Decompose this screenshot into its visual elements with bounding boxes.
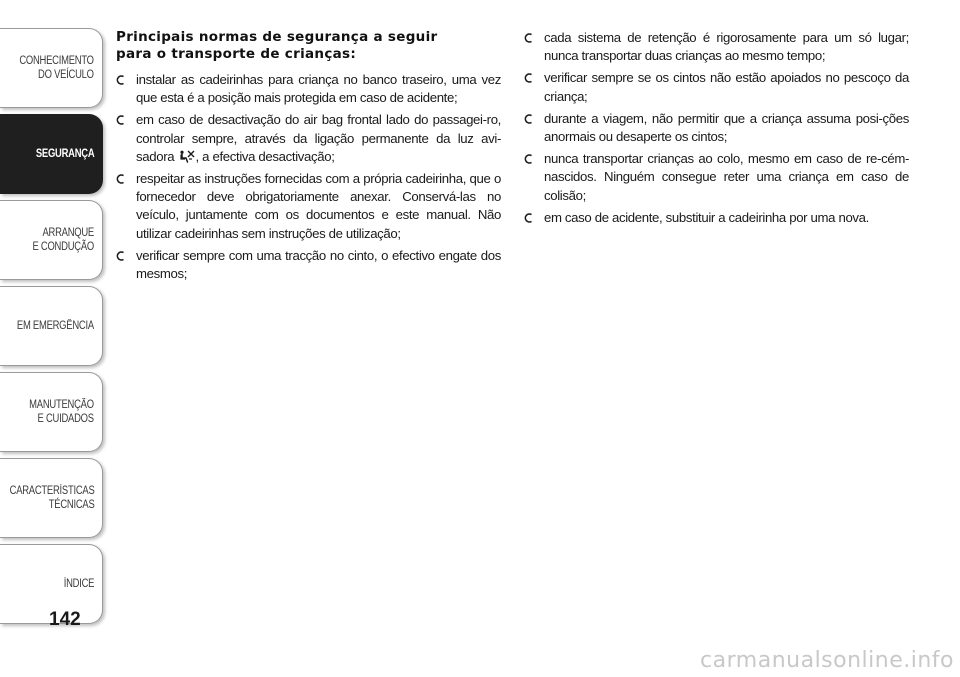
list-item-text: cada sistema de retenção é rigorosamente para um só lugar; nunca transportar duas crianças ao mesmo tempo; bbox=[544, 30, 909, 64]
list-item bbox=[524, 209, 909, 227]
list-item-text: em caso de acidente, substituir a cadeirinha por uma nova. bbox=[544, 209, 869, 225]
list-item bbox=[524, 110, 909, 146]
circle-bullet-icon bbox=[116, 75, 126, 85]
tab-arranque-e-conducao[interactable] bbox=[0, 200, 103, 280]
list-item-text: instalar as cadeirinhas para criança no banco traseiro, uma vez que esta é a posição mais protegida em caso de acidente; bbox=[136, 72, 501, 106]
section-heading bbox=[116, 29, 501, 63]
list-item bbox=[524, 150, 909, 205]
left-column bbox=[116, 29, 501, 287]
circle-bullet-icon bbox=[116, 251, 126, 261]
tab-caracteristicas-tecnicas[interactable] bbox=[0, 458, 103, 538]
page-number: 142 bbox=[49, 609, 81, 630]
heading-line: para o transporte de crianças: bbox=[116, 46, 357, 62]
circle-bullet-icon bbox=[524, 154, 534, 164]
section-tabs bbox=[0, 28, 103, 630]
tab-label: ARRANQUE E CONDUÇÃO bbox=[32, 227, 94, 253]
list-item bbox=[116, 111, 501, 166]
list-item bbox=[116, 170, 501, 243]
site-watermark: carmanualsonline.info bbox=[700, 648, 954, 673]
list-item-text: verificar sempre com uma tracção no cinto, o efectivo engate dos mesmos; bbox=[136, 247, 501, 282]
airbag-off-icon bbox=[179, 150, 195, 163]
tab-em-emergencia[interactable] bbox=[0, 286, 103, 366]
list-item-text: , a efectiva desactivação; bbox=[195, 148, 335, 164]
tab-label: SEGURANÇA bbox=[35, 148, 94, 160]
tab-label: EM EMERGÊNCIA bbox=[17, 320, 94, 332]
circle-bullet-icon bbox=[524, 33, 534, 43]
list-item bbox=[524, 29, 909, 65]
tab-manutencao-e-cuidados[interactable] bbox=[0, 372, 103, 452]
circle-bullet-icon bbox=[524, 73, 534, 83]
list-item-text: respeitar as instruções fornecidas com a própria cadeirinha, que o fornecedor deve obrigatoriamente anexar. Conservá-las no veículo, juntamente com os documentos e este manual. Não utilizar cadeirinhas sem instruções de utilização; bbox=[136, 171, 501, 241]
circle-bullet-icon bbox=[116, 115, 126, 125]
list-item-text: em caso de desactivação do air bag frontal lado do passagei-ro, controlar sempre, através da ligação permanente da luz avi-sadora bbox=[136, 112, 501, 164]
tab-label: CARACTERÍSTICAS TÉCNICAS bbox=[9, 485, 94, 511]
safety-rules-list bbox=[116, 71, 501, 283]
circle-bullet-icon bbox=[524, 114, 534, 124]
tab-seguranca[interactable] bbox=[0, 114, 103, 194]
circle-bullet-icon bbox=[116, 174, 126, 184]
tab-conhecimento-do-veiculo[interactable] bbox=[0, 28, 103, 108]
tab-label: CONHECIMENTO DO VEÍCULO bbox=[19, 55, 94, 81]
tab-label: ÍNDICE bbox=[63, 578, 94, 590]
list-item bbox=[116, 247, 501, 283]
heading-line: Principais normas de segurança a seguir bbox=[116, 29, 438, 45]
list-item bbox=[524, 69, 909, 105]
list-item-text: nunca transportar crianças ao colo, mesmo em caso de re-cém-nascidos. Ninguém consegue reter uma criança em caso de colisão; bbox=[544, 151, 909, 203]
list-item-text: verificar sempre se os cintos não estão apoiados no pescoço da criança; bbox=[544, 70, 909, 104]
list-item-text: durante a viagem, não permitir que a criança assuma posi-ções anormais ou desaperte os cintos; bbox=[544, 110, 909, 145]
safety-rules-list-continued bbox=[524, 29, 909, 227]
list-item bbox=[116, 71, 501, 107]
right-column bbox=[524, 29, 909, 231]
circle-bullet-icon bbox=[524, 213, 534, 223]
tab-label: MANUTENÇÃO E CUIDADOS bbox=[29, 399, 94, 425]
